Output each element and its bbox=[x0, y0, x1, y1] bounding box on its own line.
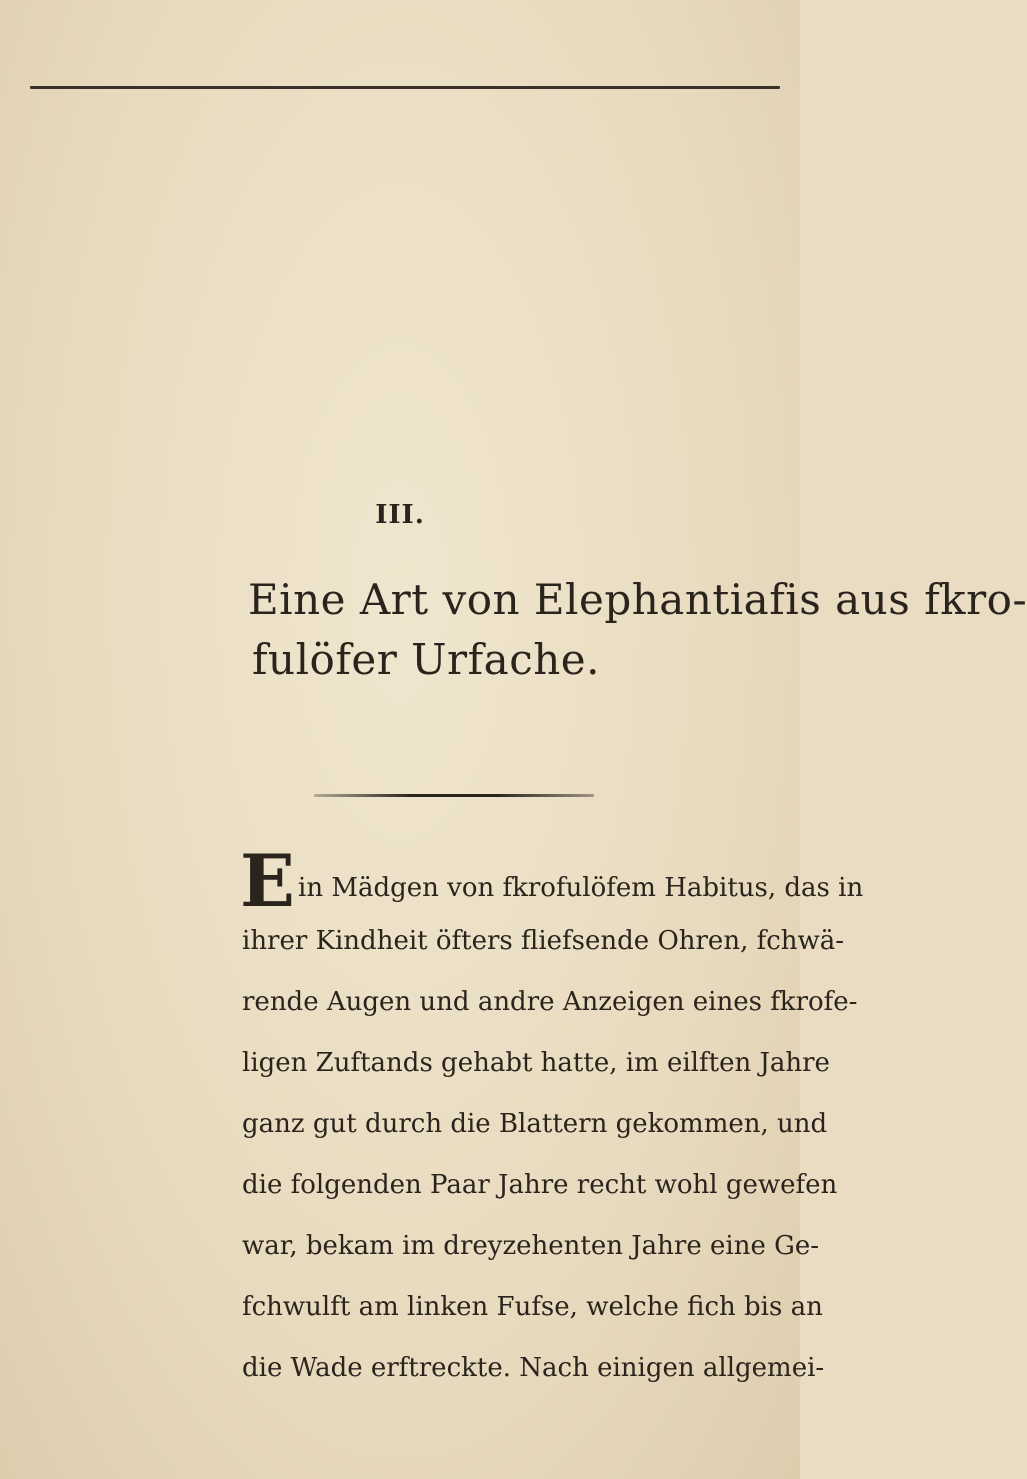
heading-divider bbox=[314, 794, 594, 797]
body-line: fchwulft am linken Fufse, welche fich bis an bbox=[242, 1292, 823, 1322]
body-line: ligen Zuftands gehabt hatte, im eilften Jahre bbox=[242, 1048, 830, 1078]
body-line: die Wade erftreckte. Nach einigen allgemei- bbox=[242, 1353, 825, 1383]
body-text bbox=[242, 911, 858, 1399]
body-line: rende Augen und andre Anzeigen eines fkrofe- bbox=[242, 987, 858, 1017]
chapter-heading bbox=[248, 570, 1027, 690]
body-line: war, bekam im dreyzehenten Jahre eine Ge- bbox=[242, 1231, 820, 1261]
body-line: ganz gut durch die Blattern gekommen, und bbox=[242, 1109, 828, 1139]
top-rule bbox=[30, 86, 780, 89]
body-line: die folgenden Paar Jahre recht wohl gewefen bbox=[242, 1170, 838, 1200]
body-line-first: in Mädgen von fkrofulöfem Habitus, das in bbox=[298, 873, 864, 903]
body-line: ihrer Kindheit öfters fliefsende Ohren, fchwä- bbox=[242, 926, 845, 956]
heading-line-2: fulöfer Urfache. bbox=[252, 635, 600, 684]
heading-line-1: Eine Art von Elephantiafis aus fkro- bbox=[248, 575, 1027, 624]
section-number: III. bbox=[375, 500, 425, 530]
drop-cap: E bbox=[240, 838, 295, 923]
